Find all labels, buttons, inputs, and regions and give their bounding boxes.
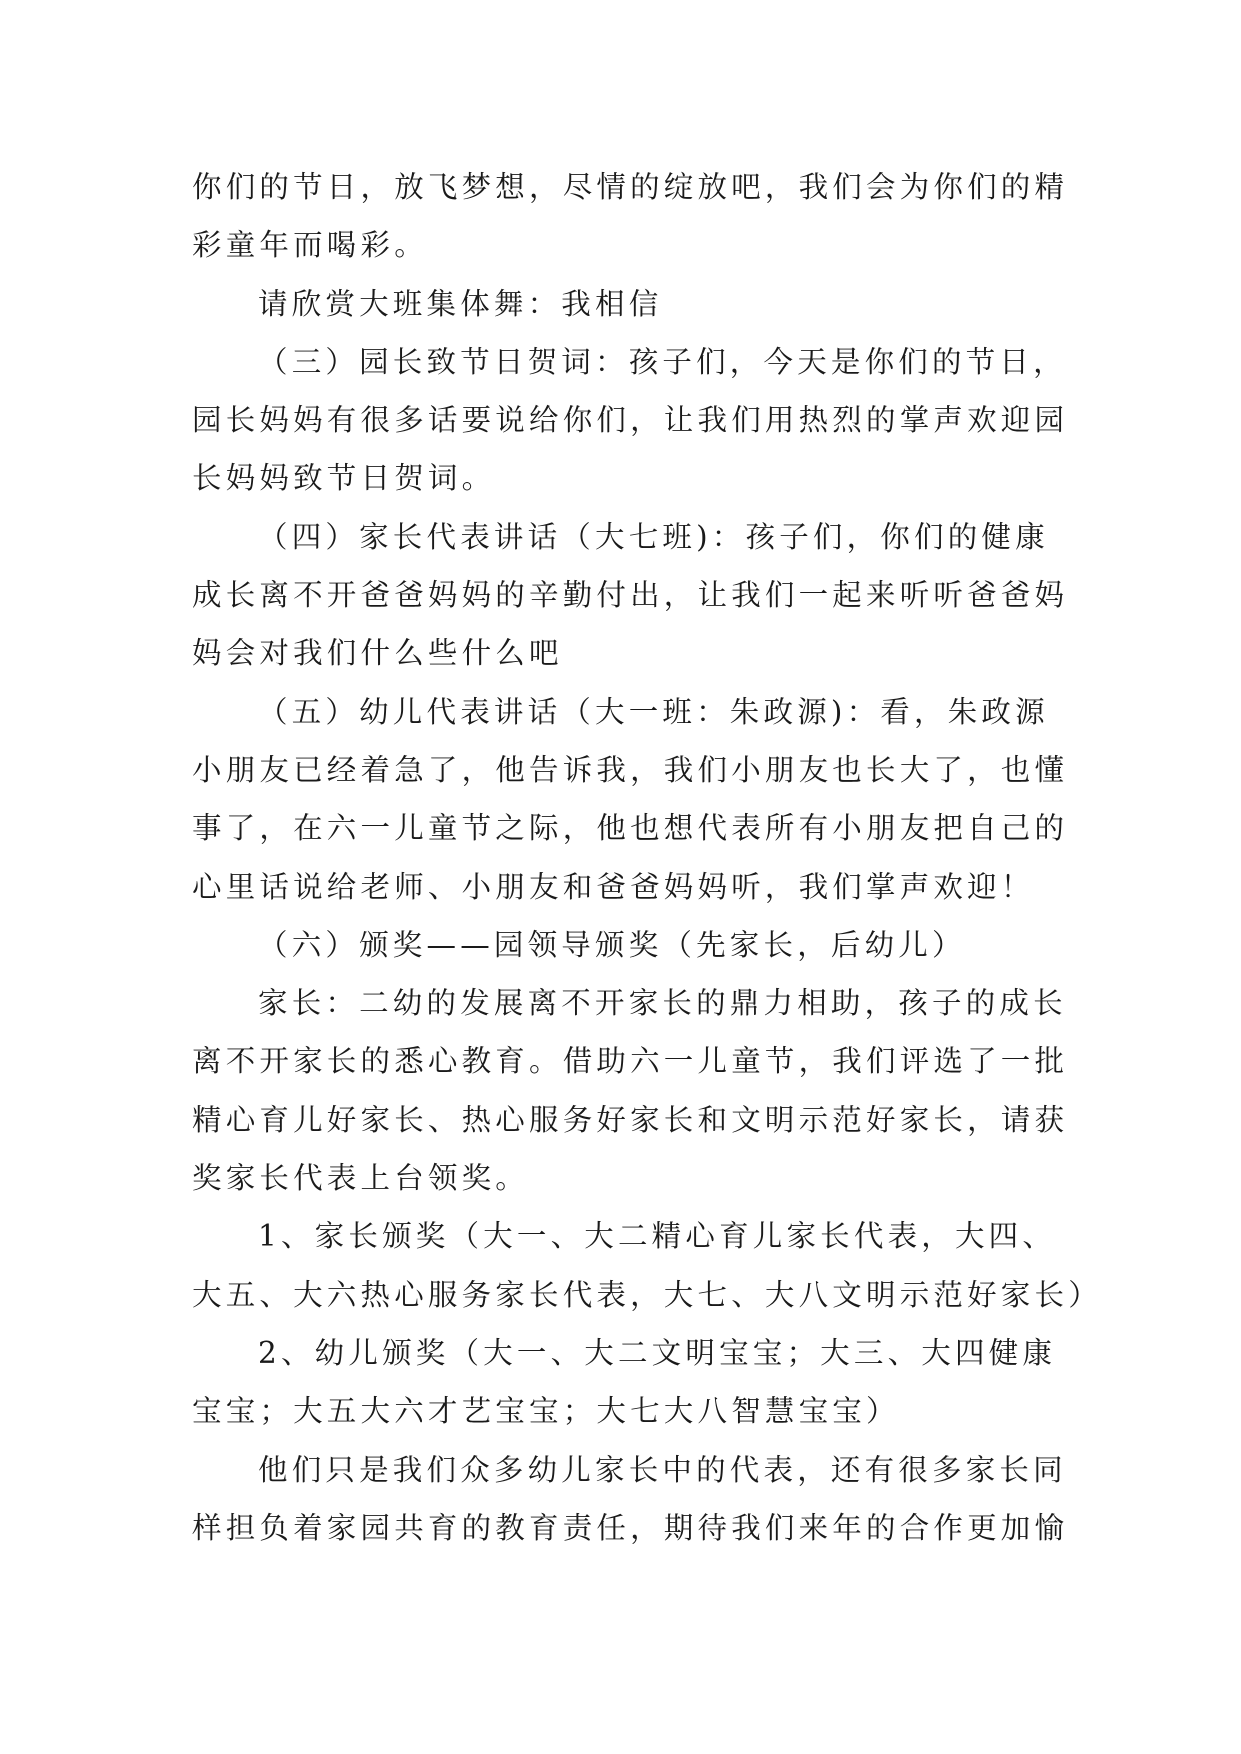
text-line: 小朋友已经着急了，他告诉我，我们小朋友也长大了，也懂 bbox=[192, 752, 1069, 787]
text-line: 大五、大六热心服务家长代表，大七、大八文明示范好家长） bbox=[192, 1277, 1102, 1312]
text-line: 园长妈妈有很多话要说给你们，让我们用热烈的掌声欢迎园 bbox=[192, 403, 1069, 438]
text-line: 家长：二幼的发展离不开家长的鼎力相助，孩子的成长 bbox=[258, 986, 1067, 1021]
text-line: 你们的节日，放飞梦想，尽情的绽放吧，我们会为你们的精 bbox=[192, 170, 1069, 204]
text-line: 事了，在六一儿童节之际，他也想代表所有小朋友把自己的 bbox=[192, 811, 1069, 846]
text-line: 样担负着家园共育的教育责任，期待我们来年的合作更加愉 bbox=[192, 1510, 1069, 1545]
text-line: 奖家长代表上台领奖。 bbox=[192, 1161, 530, 1196]
text-line: 心里话说给老师、小朋友和爸爸妈妈听，我们掌声欢迎！ bbox=[192, 869, 1035, 904]
text-line: 宝宝；大五大六才艺宝宝；大七大八智慧宝宝） bbox=[192, 1394, 900, 1429]
text-line: 请欣赏大班集体舞：我相信 bbox=[258, 286, 663, 321]
text-line: 他们只是我们众多幼儿家长中的代表，还有很多家长同 bbox=[258, 1452, 1067, 1487]
text-line: （三）园长致节日贺词：孩子们，今天是你们的节日， bbox=[258, 344, 1067, 379]
text-line: 彩童年而喝彩。 bbox=[192, 228, 428, 263]
body-text bbox=[192, 158, 1102, 1557]
text-line: 精心育儿好家长、热心服务好家长和文明示范好家长，请获 bbox=[192, 1102, 1069, 1137]
text-line: （五）幼儿代表讲话（大一班：朱政源)：看，朱政源 bbox=[258, 694, 1049, 729]
text-line: 1、家长颁奖（大一、大二精心育儿家长代表，大四、 bbox=[258, 1219, 1057, 1254]
text-line: （四）家长代表讲话（大七班)：孩子们，你们的健康 bbox=[258, 519, 1049, 554]
text-line: 2、幼儿颁奖（大一、大二文明宝宝；大三、大四健康 bbox=[258, 1335, 1057, 1370]
text-line: 离不开家长的悉心教育。借助六一儿童节，我们评选了一批 bbox=[192, 1044, 1069, 1079]
text-line: 成长离不开爸爸妈妈的辛勤付出，让我们一起来听听爸爸妈 bbox=[192, 578, 1069, 613]
text-line: 长妈妈致节日贺词。 bbox=[192, 461, 496, 496]
text-line: （六）颁奖——园领导颁奖（先家长，后幼儿） bbox=[258, 927, 966, 962]
text-line: 妈会对我们什么些什么吧 bbox=[192, 636, 563, 671]
